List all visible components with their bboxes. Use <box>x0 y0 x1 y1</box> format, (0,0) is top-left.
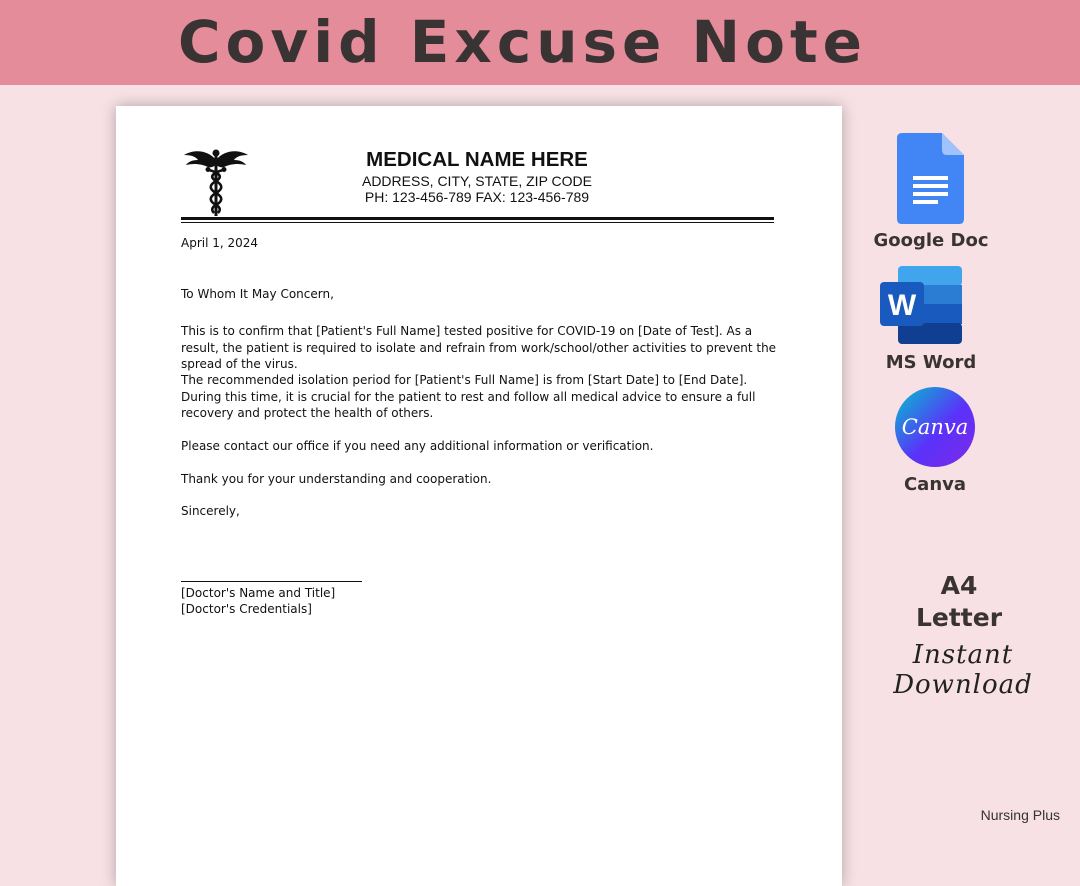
ms-word-label: MS Word <box>885 352 977 373</box>
ms-word-icon <box>880 266 962 344</box>
practice-address: ADDRESS, CITY, STATE, ZIP CODE <box>361 173 592 189</box>
svg-text:W: W <box>887 289 917 322</box>
google-doc-label: Google Doc <box>873 230 989 251</box>
format-a4: A4 <box>940 571 978 600</box>
title-banner <box>0 0 1080 85</box>
canva-logo-text: Canva <box>901 415 969 439</box>
canva-label: Canva <box>903 474 967 495</box>
letter-paragraph-3: Please contact our office if you need any additional information or verification. <box>181 439 654 453</box>
canva-icon <box>895 387 975 467</box>
banner-title: Covid Excuse Note <box>177 8 867 76</box>
letter-document <box>116 106 842 886</box>
letter-closing: Sincerely, <box>181 504 240 518</box>
practice-phone-fax: PH: 123-456-789 FAX: 123-456-789 <box>364 189 590 205</box>
signature-name: [Doctor's Name and Title] <box>181 586 336 600</box>
instant-download-label: Instant Download <box>893 640 1033 700</box>
format-letter: Letter <box>915 603 1003 632</box>
letter-date: April 1, 2024 <box>181 236 259 250</box>
signature-line <box>181 581 362 582</box>
letterhead-divider-thin <box>181 222 774 223</box>
letterhead-divider <box>181 217 774 220</box>
letter-salutation: To Whom It May Concern, <box>181 287 334 301</box>
caduceus-icon <box>182 146 250 216</box>
practice-name: MEDICAL NAME HERE <box>366 148 588 171</box>
brand-name: Nursing Plus <box>980 807 1060 823</box>
google-docs-icon <box>897 133 964 224</box>
letter-paragraph-2: The recommended isolation period for [Patient's Full Name] is from [Start Date] to [End Date]. During this time, it is crucial for the patient to rest and follow all medical advice to ensure a full recovery and protect the health of others. <box>181 373 756 420</box>
signature-credentials: [Doctor's Credentials] <box>181 602 312 616</box>
letter-paragraph-4: Thank you for your understanding and cooperation. <box>181 472 492 486</box>
letter-paragraph-1: This is to confirm that [Patient's Full Name] tested positive for COVID-19 on [Date of Test]. As a result, the patient is required to isolate and refrain from work/school/other activities to prevent the spread of the virus. <box>181 324 777 371</box>
